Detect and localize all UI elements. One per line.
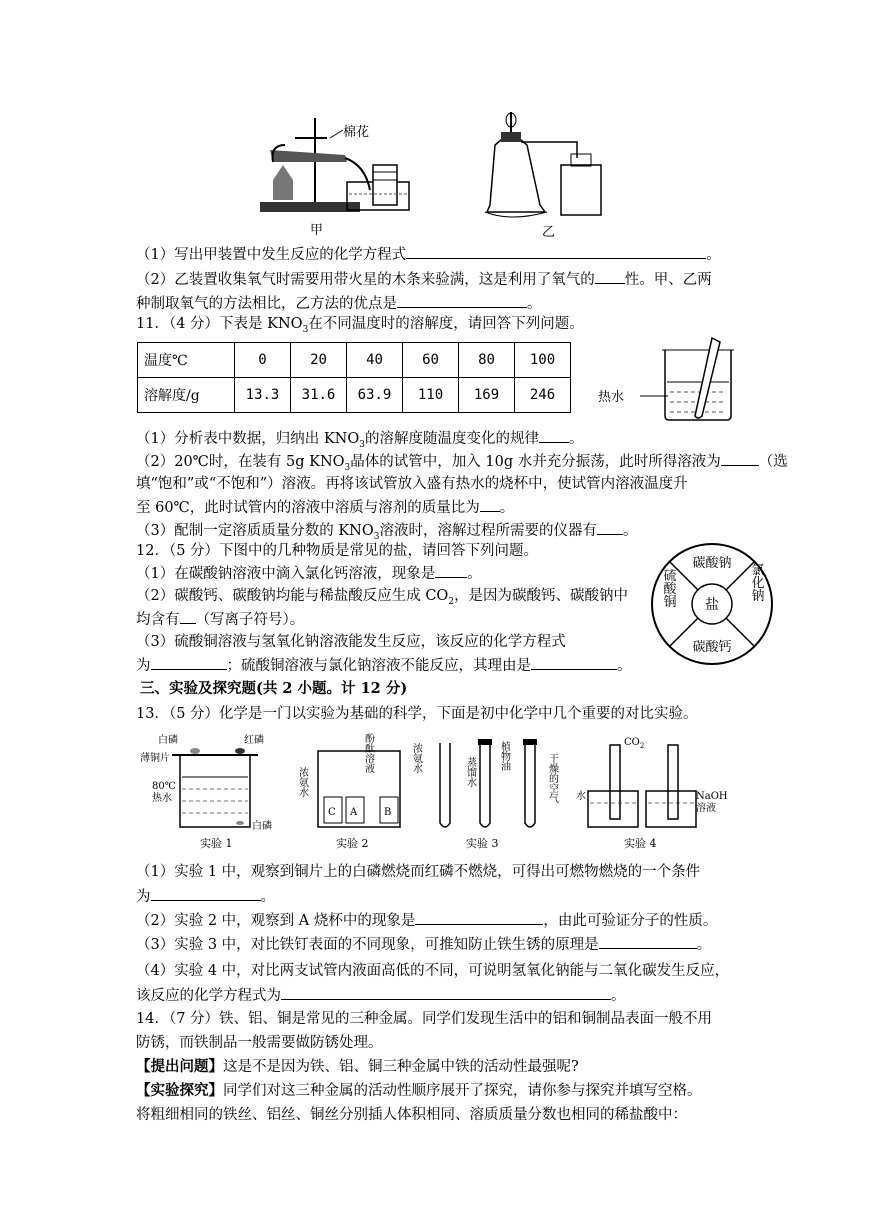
q13-blank2[interactable]	[415, 910, 543, 925]
q13-part4-line2: 该反应的化学方程式为 。	[136, 985, 626, 1006]
q11-blank4[interactable]	[597, 520, 623, 535]
experiment4-caption: 实验 4	[624, 837, 657, 850]
q13-blank4[interactable]	[281, 985, 611, 1000]
q12-blank4[interactable]	[531, 655, 617, 670]
vegetable-oil-label: 植物油	[498, 741, 510, 771]
table-cell: 溶解度/g	[138, 378, 235, 413]
q13-part1-line2: 为 。	[136, 886, 275, 907]
q12-part2-line2: 均含有 （写离子符号）。	[136, 609, 304, 630]
circle-right-label: 氯化钠	[748, 562, 764, 602]
table-cell: 100	[515, 343, 571, 378]
yi-label: 乙	[542, 225, 556, 240]
white-phosphorus-label2: 白磷	[252, 821, 272, 832]
q11-part2: （2）20℃时，在装有 5g $KNO_3$晶体的试管中，加入 10g 水并充分振荡，此时所得溶液为 （选	[136, 451, 788, 478]
q13-part1: （1）实验 1 中，观察到铜片上的白磷燃烧而红磷不燃烧，可得出可燃物燃烧的一个条件	[136, 864, 701, 880]
circle-center-label: 盐	[705, 597, 719, 613]
q11-part2-line2: 填“饱和”或“不饱和”）溶液。再将该试管放入盛有热水的烧杯中，使试管内溶液温度升	[136, 476, 688, 492]
table-cell: 13.3	[235, 378, 291, 413]
q14-experiment-line2: 将粗细相同的铁丝、铝丝、铜丝分别插人体积相同、溶质质量分数也相同的稀盐酸中：	[136, 1107, 687, 1123]
naoh-label: NaOH	[696, 791, 728, 802]
water-label: 水	[576, 791, 586, 802]
table-row	[138, 343, 571, 378]
q13-blank3[interactable]	[599, 934, 697, 949]
table-cell: 40	[347, 343, 403, 378]
table-cell: 80	[459, 343, 515, 378]
experiment2-caption: 实验 2	[336, 837, 369, 850]
q10-blank2[interactable]	[595, 269, 625, 284]
table-row	[138, 378, 571, 413]
comparison-experiments-figure	[140, 733, 740, 853]
experiment3-caption: 实验 3	[466, 837, 499, 850]
phenolphthalein-label: 酚酞溶液	[362, 733, 374, 773]
white-phosphorus-label: 白磷	[158, 735, 178, 746]
q11-part1: （1）分析表中数据，归纳出 $KNO_3$的溶解度随温度变化的规律 。	[136, 428, 583, 455]
q12-blank3[interactable]	[151, 655, 227, 670]
q13-heading: 13．（5 分）化学是一门以实验为基础的科学，下面是初中化学中几个重要的对比实验。	[136, 706, 698, 722]
q10-part1: （1）写出甲装置中发生反应的化学方程式 。	[136, 244, 721, 265]
conc-ammonia-label2: 浓氨水	[410, 743, 422, 773]
q11-blank2[interactable]	[721, 451, 759, 466]
dry-air-label: 干燥的空气	[546, 753, 558, 803]
q12-part1: （1）在碳酸钠溶液中滴入氯化钙溶液，现象是 。	[136, 563, 482, 584]
q10-part2: （2）乙装置收集氧气时需要用带火星的木条来验满，这是利用了氧气的 性。甲、乙两	[136, 269, 712, 290]
q12-part2: （2）碳酸钙、碳酸钠均能与稀盐酸反应生成 $CO_2$，是因为碳酸钙、碳酸钠中	[136, 588, 629, 607]
hot-water-label: 热水	[598, 390, 625, 405]
q11-blank1[interactable]	[539, 428, 569, 443]
q11-blank3[interactable]	[480, 497, 500, 512]
conc-ammonia-label: 浓氨水	[296, 767, 308, 797]
q10-blank3[interactable]	[397, 293, 527, 308]
table-cell: 110	[403, 378, 459, 413]
table-cell: 169	[459, 378, 515, 413]
co2-label: $CO_2$	[624, 737, 645, 750]
section3-title: 三、实验及探究题(共 2 小题。计 12 分)	[140, 680, 408, 697]
hot-water-temp-label: 80℃	[152, 781, 176, 792]
red-phosphorus-label: 红磷	[244, 735, 264, 746]
q11-part3: （3）配制一定溶质质量分数的 $KNO_3$溶液时，溶解过程所需要的仪器有 。	[136, 520, 637, 547]
table-cell: 温度℃	[138, 343, 235, 378]
table-cell: 0	[235, 343, 291, 378]
jia-label: 甲	[310, 223, 324, 238]
solubility-table	[137, 342, 571, 413]
experiment1-caption: 实验 1	[200, 837, 233, 850]
table-cell: 246	[515, 378, 571, 413]
copper-sheet-label: 薄铜片	[140, 753, 170, 764]
q10-part2-cont: 种制取氧气的方法相比，乙方法的优点是 。	[136, 293, 542, 314]
q13-part2: （2）实验 2 中，观察到 A 烧杯中的现象是 ，由此可验证分子的性质。	[136, 910, 717, 931]
q11-part2-line3: 至 60℃，此时试管内的溶液中溶质与溶剂的质量比为 。	[136, 497, 514, 518]
q14-heading-line2: 防锈，而铁制品一般需要做防锈处理。	[136, 1035, 383, 1051]
cup-a-label: A	[350, 807, 358, 818]
q11-heading: 11．（4 分）下表是 $KNO_3$在不同温度时的溶解度，请回答下列问题。	[136, 316, 584, 335]
q13-part3: （3）实验 3 中，对比铁钉表面的不同现象，可推知防止铁生锈的原理是 。	[136, 934, 711, 955]
q14-heading: 14．（7 分）铁、铝、铜是常见的三种金属。同学们发现生活中的铝和铜制品表面一般不用	[136, 1011, 713, 1027]
q12-heading: 12．（5 分）下图中的几种物质是常见的盐，请回答下列问题。	[136, 543, 539, 559]
naoh-solution-label: 溶液	[696, 803, 716, 814]
table-cell: 20	[291, 343, 347, 378]
table-cell: 60	[403, 343, 459, 378]
circle-top-label: 碳酸钠	[692, 556, 732, 571]
experiment-label: 【实验探究】	[136, 1082, 223, 1099]
distilled-water-label: 蒸馏水	[464, 757, 476, 787]
circle-bottom-label: 碳酸钙	[692, 640, 732, 655]
table-cell: 31.6	[291, 378, 347, 413]
cup-b-label: B	[384, 807, 392, 818]
q13-part4: （4）实验 4 中，对比两支试管内液面高低的不同，可说明氢氧化钠能与二氧化碳发生反应，	[136, 963, 730, 979]
q14-question: 【提出问题】这是不是因为铁、铝、铜三种金属中铁的活动性最强呢?	[136, 1058, 579, 1075]
q10-blank1[interactable]	[406, 244, 706, 259]
circle-left-label: 硫酸铜	[660, 568, 676, 608]
hot-water-label2: 热水	[152, 793, 172, 804]
q14-experiment: 【实验探究】同学们对这三种金属的活动性顺序展开了探究，请你参与探究并填写空格。	[136, 1082, 702, 1099]
q12-blank1[interactable]	[435, 563, 467, 578]
q13-blank1[interactable]	[151, 886, 261, 901]
salt-circle-diagram	[648, 540, 776, 668]
q12-blank2[interactable]	[180, 609, 196, 624]
q12-part3: （3）硫酸铜溶液与氢氧化钠溶液能发生反应，该反应的化学方程式	[136, 634, 566, 650]
q12-part3-line2: 为 ；硫酸铜溶液与氯化钠溶液不能反应，其理由是 。	[136, 655, 632, 676]
cup-c-label: C	[328, 807, 336, 818]
question-label: 【提出问题】	[136, 1058, 223, 1075]
cotton-label: 棉花	[343, 125, 370, 140]
table-cell: 63.9	[347, 378, 403, 413]
oxygen-apparatus-figure	[255, 110, 615, 240]
hot-water-beaker-figure	[598, 336, 740, 426]
